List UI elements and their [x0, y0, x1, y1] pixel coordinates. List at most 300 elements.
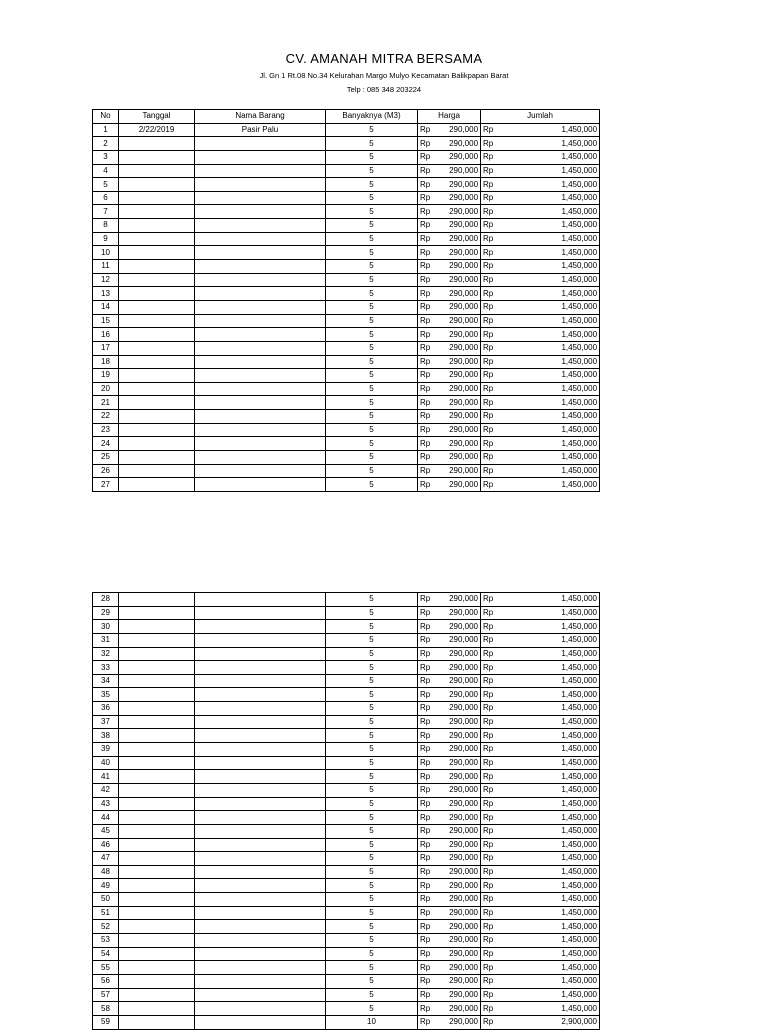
row-total-currency: Rp [481, 382, 499, 396]
row-item [195, 287, 326, 301]
row-price: 290,000 [436, 838, 481, 852]
row-price: 290,000 [436, 137, 481, 151]
row-total-currency: Rp [481, 232, 499, 246]
row-no: 51 [93, 906, 119, 920]
row-total-currency: Rp [481, 478, 499, 492]
row-price-currency: Rp [418, 893, 436, 907]
row-price: 290,000 [436, 382, 481, 396]
row-price: 290,000 [436, 661, 481, 675]
row-qty: 5 [326, 797, 418, 811]
row-price-currency: Rp [418, 920, 436, 934]
row-qty: 5 [326, 961, 418, 975]
row-no: 34 [93, 674, 119, 688]
row-price: 290,000 [436, 205, 481, 219]
table-row [93, 464, 600, 478]
row-item [195, 947, 326, 961]
table-row [93, 232, 600, 246]
row-no: 20 [93, 382, 119, 396]
row-total-currency: Rp [481, 314, 499, 328]
table-row [93, 961, 600, 975]
row-total: 1,450,000 [499, 906, 600, 920]
row-price: 290,000 [436, 437, 481, 451]
row-no: 54 [93, 947, 119, 961]
row-qty: 5 [326, 620, 418, 634]
row-total-currency: Rp [481, 410, 499, 424]
row-date [119, 178, 195, 192]
row-price: 290,000 [436, 341, 481, 355]
row-price-currency: Rp [418, 633, 436, 647]
row-no: 17 [93, 341, 119, 355]
row-total-currency: Rp [481, 879, 499, 893]
table-row [93, 893, 600, 907]
row-price-currency: Rp [418, 451, 436, 465]
row-price-currency: Rp [418, 232, 436, 246]
row-price: 290,000 [436, 743, 481, 757]
row-qty: 5 [326, 369, 418, 383]
row-date [119, 688, 195, 702]
row-price: 290,000 [436, 606, 481, 620]
row-total-currency: Rp [481, 606, 499, 620]
row-price: 290,000 [436, 893, 481, 907]
row-item [195, 205, 326, 219]
row-qty: 5 [326, 287, 418, 301]
row-total: 1,450,000 [499, 743, 600, 757]
row-price-currency: Rp [418, 314, 436, 328]
table-row [93, 246, 600, 260]
row-total: 1,450,000 [499, 396, 600, 410]
row-date [119, 783, 195, 797]
row-price-currency: Rp [418, 273, 436, 287]
row-date [119, 1002, 195, 1016]
row-price-currency: Rp [418, 410, 436, 424]
row-item [195, 1002, 326, 1016]
row-price-currency: Rp [418, 287, 436, 301]
table-row [93, 273, 600, 287]
row-price: 290,000 [436, 974, 481, 988]
row-item [195, 756, 326, 770]
row-total: 1,450,000 [499, 191, 600, 205]
table-row [93, 150, 600, 164]
row-price-currency: Rp [418, 715, 436, 729]
col-header-total: Jumlah [481, 110, 600, 124]
row-date [119, 423, 195, 437]
row-date [119, 205, 195, 219]
row-total-currency: Rp [481, 1015, 499, 1029]
col-header-date: Tanggal [119, 110, 195, 124]
row-no: 25 [93, 451, 119, 465]
row-total-currency: Rp [481, 150, 499, 164]
row-total-currency: Rp [481, 729, 499, 743]
row-qty: 5 [326, 606, 418, 620]
row-total-currency: Rp [481, 219, 499, 233]
row-item [195, 988, 326, 1002]
row-date [119, 219, 195, 233]
row-total-currency: Rp [481, 123, 499, 137]
row-date [119, 702, 195, 716]
row-price: 290,000 [436, 273, 481, 287]
row-price: 290,000 [436, 150, 481, 164]
row-total-currency: Rp [481, 661, 499, 675]
row-no: 55 [93, 961, 119, 975]
row-no: 32 [93, 647, 119, 661]
row-price: 290,000 [436, 164, 481, 178]
row-date [119, 260, 195, 274]
row-qty: 5 [326, 729, 418, 743]
row-price-currency: Rp [418, 824, 436, 838]
row-total-currency: Rp [481, 824, 499, 838]
table-row [93, 879, 600, 893]
row-date [119, 824, 195, 838]
row-no: 46 [93, 838, 119, 852]
row-no: 31 [93, 633, 119, 647]
table-row [93, 451, 600, 465]
row-price-currency: Rp [418, 879, 436, 893]
row-date [119, 382, 195, 396]
row-price-currency: Rp [418, 355, 436, 369]
row-item [195, 824, 326, 838]
row-price-currency: Rp [418, 688, 436, 702]
row-date [119, 191, 195, 205]
row-qty: 5 [326, 988, 418, 1002]
row-price: 290,000 [436, 811, 481, 825]
row-date [119, 150, 195, 164]
row-date [119, 661, 195, 675]
row-total: 1,450,000 [499, 702, 600, 716]
table-row [93, 396, 600, 410]
row-price-currency: Rp [418, 123, 436, 137]
row-price-currency: Rp [418, 852, 436, 866]
row-total: 1,450,000 [499, 123, 600, 137]
row-no: 30 [93, 620, 119, 634]
row-qty: 5 [326, 205, 418, 219]
row-price: 290,000 [436, 451, 481, 465]
row-no: 15 [93, 314, 119, 328]
row-item [195, 1015, 326, 1029]
row-date [119, 451, 195, 465]
table-row [93, 811, 600, 825]
table-row [93, 906, 600, 920]
row-item [195, 246, 326, 260]
row-qty: 10 [326, 1015, 418, 1029]
row-item [195, 647, 326, 661]
row-date [119, 1015, 195, 1029]
row-no: 7 [93, 205, 119, 219]
row-price: 290,000 [436, 593, 481, 607]
row-qty: 5 [326, 702, 418, 716]
row-total-currency: Rp [481, 838, 499, 852]
row-total: 1,450,000 [499, 451, 600, 465]
row-item [195, 633, 326, 647]
row-item [195, 191, 326, 205]
table-row [93, 191, 600, 205]
table-row [93, 328, 600, 342]
row-price-currency: Rp [418, 743, 436, 757]
row-total-currency: Rp [481, 702, 499, 716]
row-total: 1,450,000 [499, 988, 600, 1002]
row-price: 290,000 [436, 620, 481, 634]
table-row [93, 1015, 600, 1029]
row-qty: 5 [326, 647, 418, 661]
row-price-currency: Rp [418, 246, 436, 260]
table-row [93, 974, 600, 988]
row-total-currency: Rp [481, 961, 499, 975]
row-item [195, 852, 326, 866]
row-item [195, 865, 326, 879]
table-row [93, 478, 600, 492]
row-item [195, 770, 326, 784]
table-row [93, 410, 600, 424]
row-date [119, 934, 195, 948]
row-total: 1,450,000 [499, 246, 600, 260]
table-row [93, 865, 600, 879]
row-date [119, 593, 195, 607]
row-date [119, 865, 195, 879]
row-no: 9 [93, 232, 119, 246]
row-qty: 5 [326, 314, 418, 328]
row-total: 2,900,000 [499, 1015, 600, 1029]
row-price: 290,000 [436, 423, 481, 437]
row-price-currency: Rp [418, 369, 436, 383]
row-price: 290,000 [436, 729, 481, 743]
row-total-currency: Rp [481, 620, 499, 634]
row-price-currency: Rp [418, 328, 436, 342]
row-item [195, 688, 326, 702]
table-row [93, 661, 600, 675]
row-qty: 5 [326, 437, 418, 451]
row-total: 1,450,000 [499, 150, 600, 164]
row-qty: 5 [326, 934, 418, 948]
table-header-row [93, 110, 600, 124]
row-date [119, 273, 195, 287]
row-price: 290,000 [436, 1002, 481, 1016]
row-item [195, 423, 326, 437]
row-price: 290,000 [436, 191, 481, 205]
row-price-currency: Rp [418, 674, 436, 688]
row-total: 1,450,000 [499, 865, 600, 879]
row-price: 290,000 [436, 1015, 481, 1029]
row-qty: 5 [326, 150, 418, 164]
row-total-currency: Rp [481, 647, 499, 661]
table-row [93, 287, 600, 301]
row-no: 18 [93, 355, 119, 369]
row-item [195, 137, 326, 151]
table-row [93, 674, 600, 688]
row-total: 1,450,000 [499, 1002, 600, 1016]
row-total: 1,450,000 [499, 620, 600, 634]
row-item [195, 341, 326, 355]
row-item [195, 893, 326, 907]
row-price: 290,000 [436, 947, 481, 961]
row-total: 1,450,000 [499, 178, 600, 192]
row-qty: 5 [326, 341, 418, 355]
row-qty: 5 [326, 232, 418, 246]
table-row [93, 988, 600, 1002]
table-row [93, 824, 600, 838]
row-total-currency: Rp [481, 756, 499, 770]
row-date [119, 369, 195, 383]
row-qty: 5 [326, 328, 418, 342]
row-total: 1,450,000 [499, 838, 600, 852]
row-price: 290,000 [436, 934, 481, 948]
row-price: 290,000 [436, 770, 481, 784]
row-no: 41 [93, 770, 119, 784]
row-total-currency: Rp [481, 865, 499, 879]
row-total: 1,450,000 [499, 661, 600, 675]
table-row [93, 300, 600, 314]
table-row [93, 838, 600, 852]
row-qty: 5 [326, 770, 418, 784]
row-total-currency: Rp [481, 369, 499, 383]
row-total-currency: Rp [481, 437, 499, 451]
row-no: 40 [93, 756, 119, 770]
row-date [119, 396, 195, 410]
row-price-currency: Rp [418, 783, 436, 797]
row-qty: 5 [326, 811, 418, 825]
row-price-currency: Rp [418, 437, 436, 451]
row-total: 1,450,000 [499, 633, 600, 647]
row-total-currency: Rp [481, 451, 499, 465]
row-price: 290,000 [436, 355, 481, 369]
row-no: 39 [93, 743, 119, 757]
row-total-currency: Rp [481, 355, 499, 369]
row-price: 290,000 [436, 906, 481, 920]
row-price: 290,000 [436, 633, 481, 647]
table-row [93, 205, 600, 219]
table-row [93, 341, 600, 355]
row-qty: 5 [326, 260, 418, 274]
table-row [93, 123, 600, 137]
row-price: 290,000 [436, 674, 481, 688]
row-no: 53 [93, 934, 119, 948]
row-total: 1,450,000 [499, 464, 600, 478]
row-price-currency: Rp [418, 865, 436, 879]
company-address: Jl. Gn 1 Rt.08 No.34 Kelurahan Margo Mulyo Kecamatan Balikpapan Barat [259, 71, 509, 80]
row-total-currency: Rp [481, 300, 499, 314]
row-qty: 5 [326, 137, 418, 151]
row-item [195, 702, 326, 716]
row-total: 1,450,000 [499, 287, 600, 301]
row-qty: 5 [326, 410, 418, 424]
row-no: 58 [93, 1002, 119, 1016]
row-qty: 5 [326, 300, 418, 314]
table-row [93, 756, 600, 770]
row-item [195, 961, 326, 975]
row-price: 290,000 [436, 879, 481, 893]
row-price-currency: Rp [418, 620, 436, 634]
row-no: 36 [93, 702, 119, 716]
row-price: 290,000 [436, 756, 481, 770]
row-qty: 5 [326, 123, 418, 137]
row-price: 290,000 [436, 328, 481, 342]
row-total: 1,450,000 [499, 260, 600, 274]
row-no: 43 [93, 797, 119, 811]
row-price-currency: Rp [418, 178, 436, 192]
row-date [119, 164, 195, 178]
row-date [119, 893, 195, 907]
row-total: 1,450,000 [499, 852, 600, 866]
table-row [93, 137, 600, 151]
row-no: 26 [93, 464, 119, 478]
row-no: 59 [93, 1015, 119, 1029]
row-no: 44 [93, 811, 119, 825]
table-row [93, 314, 600, 328]
row-price: 290,000 [436, 219, 481, 233]
table-row [93, 688, 600, 702]
row-qty: 5 [326, 593, 418, 607]
row-date [119, 137, 195, 151]
table-row [93, 369, 600, 383]
row-qty: 5 [326, 396, 418, 410]
row-no: 14 [93, 300, 119, 314]
row-qty: 5 [326, 478, 418, 492]
row-price-currency: Rp [418, 164, 436, 178]
row-item [195, 369, 326, 383]
row-qty: 5 [326, 382, 418, 396]
row-total-currency: Rp [481, 934, 499, 948]
row-price-currency: Rp [418, 260, 436, 274]
row-total: 1,450,000 [499, 893, 600, 907]
row-item [195, 219, 326, 233]
col-header-no: No [93, 110, 119, 124]
row-total-currency: Rp [481, 191, 499, 205]
row-total: 1,450,000 [499, 410, 600, 424]
row-no: 16 [93, 328, 119, 342]
row-item [195, 232, 326, 246]
table-row [93, 164, 600, 178]
row-date [119, 328, 195, 342]
row-total: 1,450,000 [499, 328, 600, 342]
row-total-currency: Rp [481, 920, 499, 934]
row-item [195, 396, 326, 410]
row-date [119, 478, 195, 492]
row-total-currency: Rp [481, 246, 499, 260]
row-total: 1,450,000 [499, 756, 600, 770]
row-qty: 5 [326, 178, 418, 192]
row-qty: 5 [326, 756, 418, 770]
table-row [93, 852, 600, 866]
row-item [195, 811, 326, 825]
row-total-currency: Rp [481, 396, 499, 410]
row-date [119, 879, 195, 893]
row-price-currency: Rp [418, 150, 436, 164]
col-header-item: Nama Barang [195, 110, 326, 124]
row-price-currency: Rp [418, 961, 436, 975]
row-item [195, 150, 326, 164]
row-item [195, 715, 326, 729]
row-item [195, 300, 326, 314]
row-qty: 5 [326, 879, 418, 893]
ledger-table-2 [92, 592, 600, 1030]
row-item [195, 478, 326, 492]
row-qty: 5 [326, 219, 418, 233]
row-total-currency: Rp [481, 811, 499, 825]
row-total: 1,450,000 [499, 369, 600, 383]
row-no: 52 [93, 920, 119, 934]
row-no: 29 [93, 606, 119, 620]
row-no: 10 [93, 246, 119, 260]
row-date [119, 355, 195, 369]
row-total-currency: Rp [481, 164, 499, 178]
row-date [119, 961, 195, 975]
row-date [119, 988, 195, 1002]
row-no: 42 [93, 783, 119, 797]
row-total: 1,450,000 [499, 219, 600, 233]
row-total-currency: Rp [481, 783, 499, 797]
row-item [195, 464, 326, 478]
row-no: 37 [93, 715, 119, 729]
row-total: 1,450,000 [499, 647, 600, 661]
row-price: 290,000 [436, 314, 481, 328]
